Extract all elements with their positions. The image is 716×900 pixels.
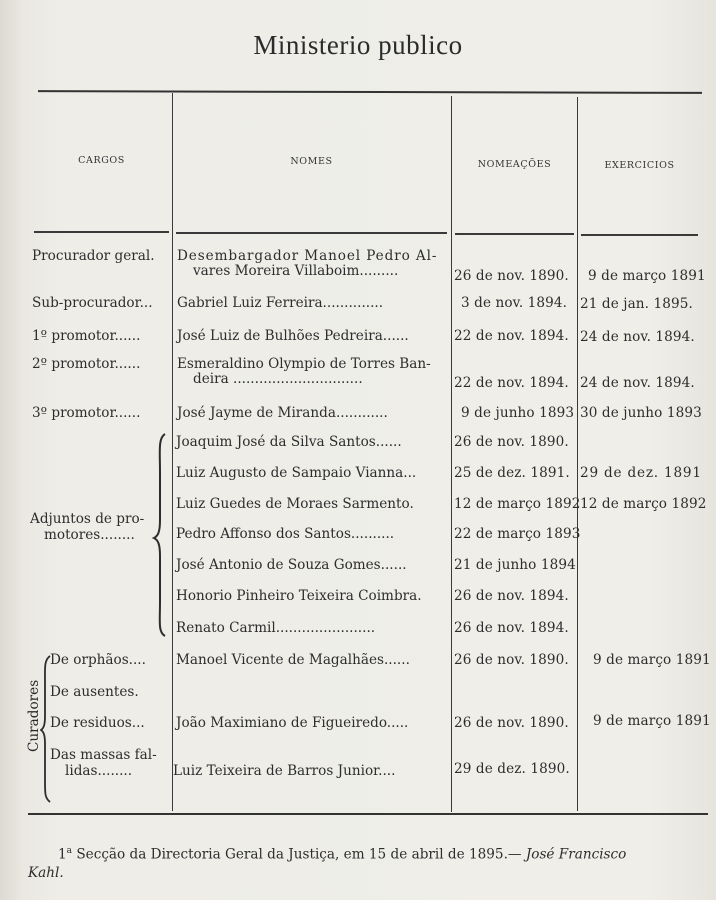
exercicio-cell: 30 de junho 1893 [580, 405, 702, 421]
nomeacao-cell: 22 de nov. 1894. [454, 375, 569, 391]
header-cargos: CARGOS [78, 155, 125, 166]
nome-cell: Luiz Augusto de Sampaio Vianna... [176, 465, 417, 481]
footer-signature: José Francisco [525, 846, 627, 863]
nome-cell: vares Moreira Villaboim......... [193, 263, 399, 279]
exercicio-cell: 24 de nov. 1894. [580, 375, 695, 391]
nome-cell: Honorio Pinheiro Teixeira Coimbra. [176, 588, 422, 604]
column-divider [172, 93, 173, 811]
cargo-cell-adjuntos: Adjuntos de pro- [30, 511, 145, 527]
footer-note [28, 842, 708, 882]
nomeacao-cell: 26 de nov. 1894. [454, 620, 569, 636]
nome-cell: Joaquim José da Silva Santos...... [176, 434, 402, 450]
nome-cell: José Antonio de Souza Gomes...... [176, 557, 407, 573]
nome-cell: Manoel Vicente de Magalhães...... [176, 652, 410, 668]
nome-cell: João Maximiano de Figueiredo..... [176, 715, 409, 731]
exercicio-cell: 29 de dez. 1891 [580, 465, 702, 481]
exercicio-cell: 9 de março 1891 [593, 713, 711, 729]
page-title: Ministerio publico [253, 30, 463, 60]
header-rule [581, 234, 698, 236]
bracket-brace-icon [152, 432, 168, 638]
table-bottom-rule [28, 813, 708, 815]
nomeacao-cell: 9 de junho 1893 [461, 405, 575, 421]
curadores-label: Curadores [26, 679, 42, 752]
nome-cell: deira .............................. [193, 371, 363, 387]
cargo-cell: De residuos... [50, 715, 145, 731]
header-rule [176, 232, 447, 234]
nome-cell: Renato Carmil....................... [176, 620, 376, 636]
nomeacao-cell: 22 de março 1893 [454, 526, 581, 542]
footer-signature-continued: Kahl. [28, 864, 64, 881]
column-divider [451, 96, 452, 812]
cargo-cell: lidas........ [65, 763, 133, 779]
nome-cell: Desembargador Manoel Pedro Al- [177, 248, 438, 264]
header-nomes: NOMES [290, 156, 333, 167]
exercicio-cell: 21 de jan. 1895. [580, 296, 693, 312]
exercicio-cell: 12 de março 1892 [580, 496, 707, 512]
nomeacao-cell: 26 de nov. 1890. [454, 652, 569, 668]
nome-cell: Gabriel Luiz Ferreira.............. [177, 295, 384, 311]
footer-text: Secção da Directoria Geral da Justiça, em 15 de abril de 1895.— [72, 846, 526, 863]
cargo-cell: De ausentes. [50, 684, 139, 700]
cargo-cell: 3º promotor...... [32, 405, 141, 421]
column-divider [577, 97, 578, 811]
header-nomeacoes: NOMEAÇÕES [477, 159, 552, 170]
nome-cell: Luiz Guedes de Moraes Sarmento. [176, 496, 414, 512]
footer-superscript: a [66, 846, 73, 856]
nomeacao-cell: 26 de nov. 1890. [454, 268, 569, 284]
cargo-cell-adjuntos: motores........ [44, 527, 135, 543]
footer-section-number: 1 [58, 846, 67, 863]
nomeacao-cell: 26 de nov. 1890. [454, 434, 569, 450]
nomeacao-cell: 12 de março 1892 [454, 496, 581, 512]
cargo-cell: 1º promotor...... [32, 328, 141, 344]
nome-cell: José Jayme de Miranda............ [177, 405, 388, 421]
nome-cell: Pedro Affonso dos Santos.......... [176, 526, 395, 542]
header-exercicios: EXERCICIOS [604, 160, 675, 171]
nomeacao-cell: 29 de dez. 1890. [454, 761, 570, 777]
nomeacao-cell: 3 de nov. 1894. [461, 295, 568, 311]
exercicio-cell: 9 de março 1891 [588, 268, 706, 284]
exercicio-cell: 9 de março 1891 [593, 652, 711, 668]
cargo-cell: De orphãos.... [50, 652, 146, 668]
cargo-cell: 2º promotor...... [32, 356, 141, 372]
header-rule [455, 233, 574, 235]
nomeacao-cell: 21 de junho 1894 [454, 557, 576, 573]
nomeacao-cell: 26 de nov. 1894. [454, 588, 569, 604]
nomeacao-cell: 26 de nov. 1890. [454, 715, 569, 731]
header-rule [34, 231, 169, 233]
nome-cell: Luiz Teixeira de Barros Junior.... [173, 763, 396, 779]
table-top-rule [38, 90, 702, 94]
cargo-cell: Das massas fal- [50, 747, 157, 763]
nome-cell: José Luiz de Bulhões Pedreira...... [177, 328, 409, 344]
nome-cell: Esmeraldino Olympio de Torres Ban- [177, 356, 431, 372]
nomeacao-cell: 22 de nov. 1894. [454, 328, 569, 344]
exercicio-cell: 24 de nov. 1894. [580, 329, 695, 345]
cargo-cell: Sub-procurador... [32, 295, 153, 311]
cargo-cell: Procurador geral. [32, 248, 155, 264]
nomeacao-cell: 25 de dez. 1891. [454, 465, 570, 481]
